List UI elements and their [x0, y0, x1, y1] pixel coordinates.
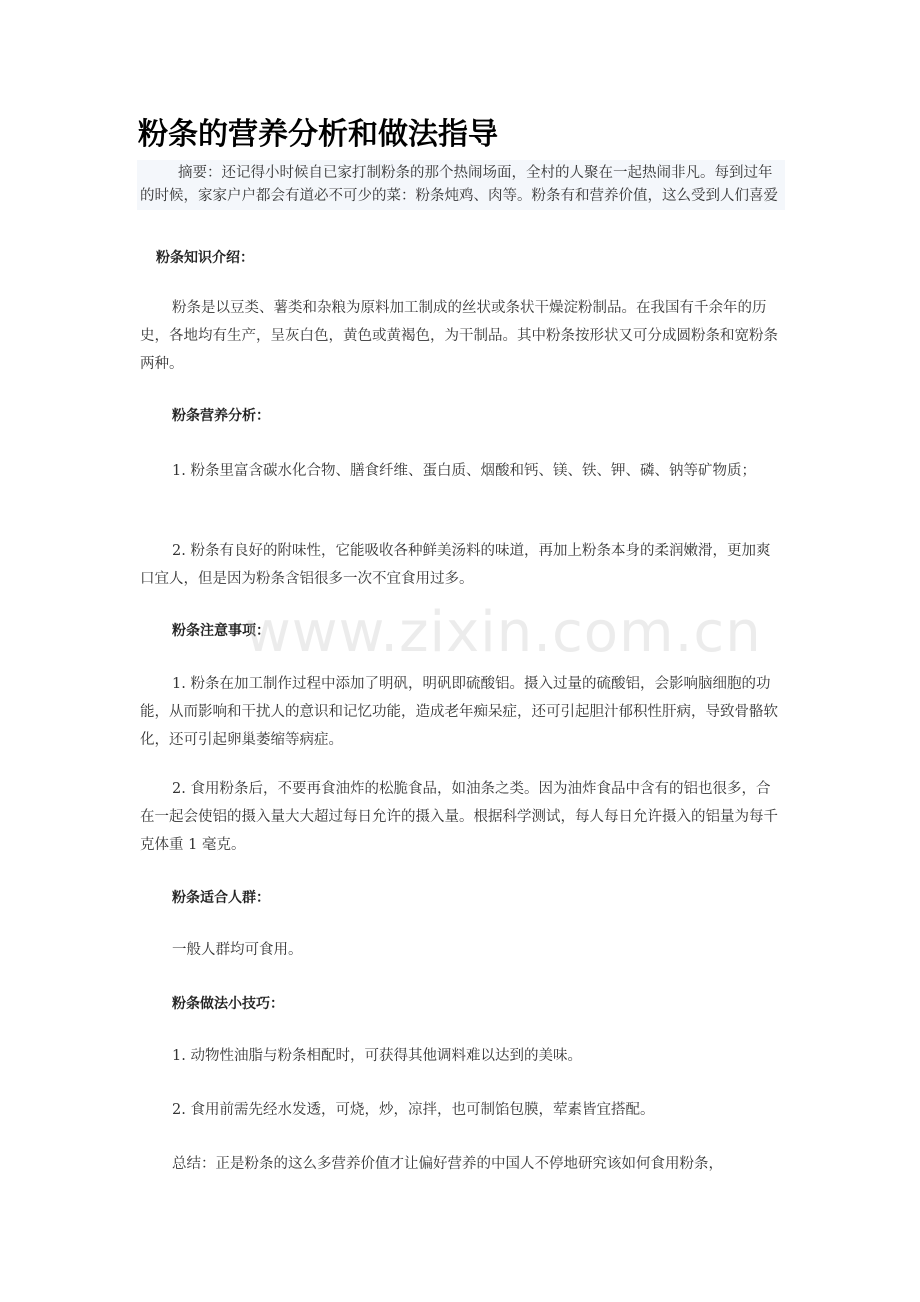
tips-heading: 粉条做法小技巧：: [172, 996, 284, 1012]
intro-paragraph: 粉条是以豆类、薯类和杂粮为原料加工制成的丝状或条状干燥淀粉制品。在我国有千余年的历史，各地均有生产，呈灰白色，黄色或黄褐色，为干制品。其中粉条按形状又可分成圆粉条和宽粉条两种。: [140, 300, 778, 372]
nutrition-heading: 粉条营养分析：: [172, 408, 270, 424]
intro-heading: 粉条知识介绍：: [156, 250, 254, 266]
summary-text: 摘要：还记得小时候自已家打制粉条的那个热闹场面，全村的人聚在一起热闹非凡。每到过年的时候，家家户户都会有道必不可少的菜：粉条炖鸡、肉等。粉条有和营养价值，这么受到人们喜爱: [140, 165, 778, 204]
watermark: www.zixin.com.cn: [245, 600, 762, 665]
nutrition-item-1: 1. 粉条里富含碳水化合物、膳食纤维、蛋白质、烟酸和钙、镁、铁、钾、磷、钠等矿物质；: [172, 463, 756, 479]
suitable-paragraph: 一般人群均可食用。: [172, 942, 303, 958]
page-title: 粉条的营养分析和做法指导: [138, 117, 498, 152]
tips-item-2: 2. 食用前需先经水发透，可烧，炒，凉拌，也可制馅包膜，荤素皆宜搭配。: [172, 1102, 655, 1118]
summary-box: [137, 160, 785, 210]
caution-heading: 粉条注意事项：: [172, 623, 270, 639]
suitable-heading: 粉条适合人群：: [172, 890, 270, 906]
caution-item-2: 2. 食用粉条后，不要再食油炸的松脆食品，如油条之类。因为油炸食品中含有的铝也很多，合在一起会使铝的摄入量大大超过每日允许的摄入量。根据科学测试，每人每日允许摄入的铝量为每千克体重 1 毫克。: [140, 781, 778, 853]
caution-item-1: 1. 粉条在加工制作过程中添加了明矾，明矾即硫酸铝。摄入过量的硫酸铝，会影响脑细胞的功能，从而影响和干扰人的意识和记忆功能，造成老年痴呆症，还可引起胆汁郁积性肝病，导致骨骼软化，还可引起卵巢萎缩等病症。: [140, 676, 778, 748]
conclusion-paragraph: 总结：正是粉条的这么多营养价值才让偏好营养的中国人不停地研究该如何食用粉条，: [172, 1156, 723, 1172]
tips-item-1: 1. 动物性油脂与粉条相配时，可获得其他调料难以达到的美味。: [172, 1048, 582, 1064]
nutrition-item-2: 2. 粉条有良好的附味性，它能吸收各种鲜美汤料的味道，再加上粉条本身的柔润嫩滑，更加爽口宜人，但是因为粉条含铝很多一次不宜食用过多。: [140, 543, 771, 587]
